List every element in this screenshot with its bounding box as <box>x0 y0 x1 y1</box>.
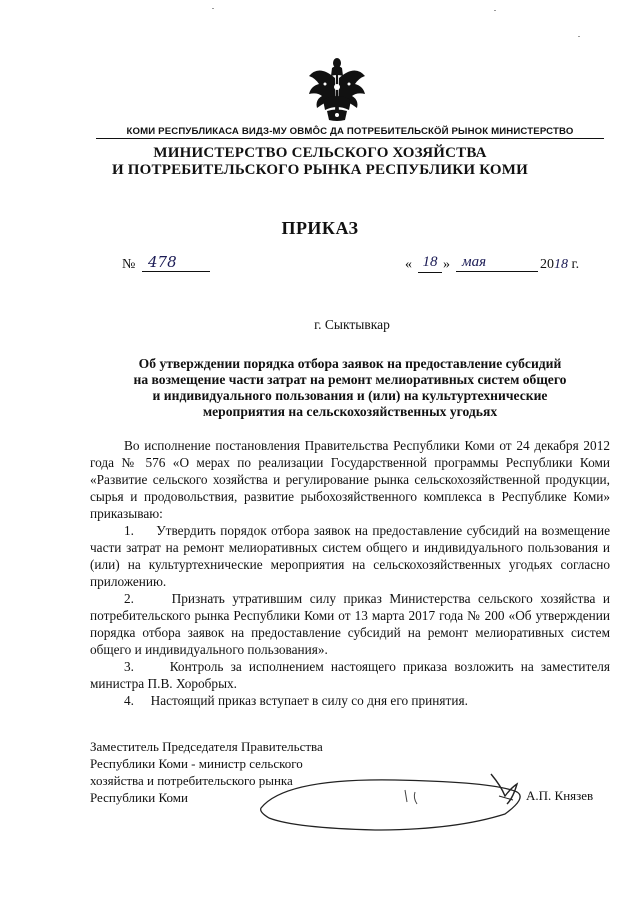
order-body <box>90 437 610 709</box>
komi-coat-of-arms-icon <box>305 54 369 124</box>
body-item-4: 4. Настоящий приказ вступает в силу со дня его принятия. <box>124 693 468 708</box>
date-close-quote: » <box>443 257 450 272</box>
date-year <box>540 257 579 273</box>
year-prefix: 20 <box>540 257 554 272</box>
scan-speck <box>578 36 580 37</box>
date-month: мая <box>456 252 538 272</box>
handwritten-signature-icon <box>255 768 530 838</box>
signer-position-line: Республики Коми - министр сельского <box>90 756 303 771</box>
document-number: 478 <box>142 252 210 272</box>
body-item-3: 3. Контроль за исполнением настоящего приказа возложить на заместителя министра П.В. Хоробрых. <box>90 659 610 691</box>
body-intro: Во исполнение постановления Правительства Республики Коми от 24 декабря 2012 года № 576 «О мерах по реализации Государственной программы Республики Коми «Развитие сельского хозяйства и регулирование рынка сельскохозяйственной продукции, сырья и продовольствия, развитие рыбохозяйственного комплекса в Республике Коми» приказываю: <box>90 438 610 521</box>
date-open-quote: « <box>405 257 412 272</box>
document-type: ПРИКАЗ <box>281 218 359 238</box>
ministry-title-line: МИНИСТЕРСТВО СЕЛЬСКОГО ХОЗЯЙСТВА <box>153 145 487 161</box>
scan-speck <box>212 8 214 9</box>
order-title-line: мероприятия на сельскохозяйственных угодьях <box>202 404 498 419</box>
signer-name: А.П. Князев <box>526 788 594 803</box>
scan-speck <box>494 10 496 11</box>
order-title-line: и индивидуального пользования и (или) на культуртехнические <box>152 388 548 403</box>
order-title-line: Об утверждении порядка отбора заявок на предоставление субсидий <box>138 356 562 371</box>
body-item-1: 1. Утвердить порядок отбора заявок на предоставление субсидий на возмещение части затрат на ремонт мелиоративных систем общего и индивидуального пользования и (или) на культуртехнические мероприятия на сельскохозяйственных угодьях согласно приложению. <box>90 523 610 589</box>
number-label: № <box>122 257 136 272</box>
ministry-title-line: И ПОТРЕБИТЕЛЬСКОГО РЫНКА РЕСПУБЛИКИ КОМИ <box>111 162 528 178</box>
signer-position-line: хозяйства и потребительского рынка <box>90 773 293 788</box>
body-item-2: 2. Признать утратившим силу приказ Министерства сельского хозяйства и потребительского рынка Республики Коми от 13 марта 2017 года № 200 «Об утверждении порядка отбора заявок на предоставление субсидий на ремонт мелиоративных систем общего и индивидуального пользования». <box>90 591 610 657</box>
order-title <box>110 356 590 420</box>
year-suffix: 18 <box>554 257 568 272</box>
signer-position-line: Республики Коми <box>90 790 188 805</box>
ministry-title <box>80 145 560 179</box>
city: г. Сыктывкар <box>314 317 390 332</box>
year-unit: г. <box>571 257 580 272</box>
signer-position-line: Заместитель Председателя Правительства <box>90 739 323 754</box>
date-day: 18 <box>418 252 442 273</box>
komi-language-header: КОМИ РЕСПУБЛИКАСА ВИДЗ-МУ ОВМÔС ДА ПОТРЕБИТЕЛЬСКÖЙ РЫНОК МИНИСТЕРСТВО <box>96 126 604 139</box>
order-title-line: на возмещение части затрат на ремонт мелиоративных систем общего <box>133 372 567 387</box>
